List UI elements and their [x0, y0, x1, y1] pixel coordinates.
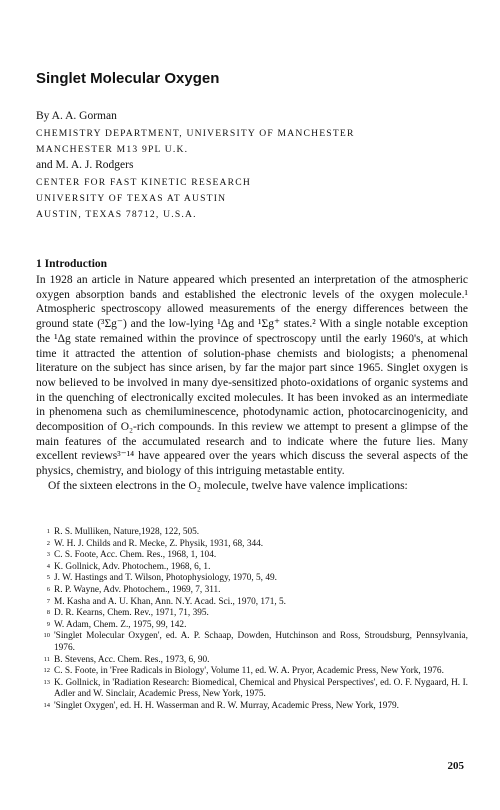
author-primary: By A. A. Gorman: [36, 110, 117, 122]
footnote-text: C. S. Foote, in 'Free Radicals in Biology', Volume 11, ed. W. A. Pryor, Academic Press, New York, 1976.: [54, 666, 444, 677]
affiliation-line: CHEMISTRY DEPARTMENT, UNIVERSITY OF MANCHESTER: [36, 128, 355, 139]
footnote-list: [36, 527, 468, 713]
footnote-item: [36, 631, 468, 654]
author-secondary: and M. A. J. Rodgers: [36, 159, 134, 171]
footnote-text: B. Stevens, Acc. Chem. Res., 1973, 6, 90.: [54, 654, 210, 665]
footnote-item: [36, 701, 468, 713]
footnote-item: [36, 597, 468, 609]
footnote-number: 9: [46, 620, 50, 628]
footnote-number: 4: [46, 562, 50, 570]
footnote-item: [36, 655, 468, 667]
affiliation-line: CENTER FOR FAST KINETIC RESEARCH: [36, 177, 252, 188]
footnote-text: D. R. Kearns, Chem. Rev., 1971, 71, 395.: [54, 608, 209, 619]
footnote-number: 2: [46, 539, 50, 547]
footnote-number: 5: [46, 574, 50, 582]
footnote-text: 'Singlet Oxygen', ed. H. H. Wasserman and R. W. Murray, Academic Press, New York, 1979.: [54, 700, 399, 711]
affiliation-line: UNIVERSITY OF TEXAS AT AUSTIN: [36, 193, 227, 204]
footnote-number: 12: [43, 667, 50, 675]
footnote-text: W. Adam, Chem. Z., 1975, 99, 142.: [54, 619, 187, 630]
footnote-item: [36, 562, 468, 574]
footnote-item: [36, 527, 468, 539]
footnote-item: [36, 608, 468, 620]
page-number: 205: [447, 760, 464, 772]
footnote-text: K. Gollnick, in 'Radiation Research: Biomedical, Chemical and Physical Perspectives', ed. O. F. Nygaard, H. I. Adler and W. Sinclair, Academic Press, New York, 1975.: [54, 677, 468, 700]
paragraph-valence: Of the sixteen electrons in the O₂ molecule, twelve have valence implications:: [48, 479, 408, 492]
article-title: Singlet Molecular Oxygen: [36, 70, 220, 87]
body-text: [36, 273, 468, 494]
footnote-text: M. Kasha and A. U. Khan, Ann. N.Y. Acad. Sci., 1970, 171, 5.: [54, 596, 286, 607]
footnote-item: [36, 539, 468, 551]
affiliation-line: AUSTIN, TEXAS 78712, U.S.A.: [36, 209, 197, 220]
footnote-number: 11: [43, 655, 50, 663]
affiliation-line: MANCHESTER M13 9PL U.K.: [36, 144, 189, 155]
footnote-text: J. W. Hastings and T. Wilson, Photophysiology, 1970, 5, 49.: [54, 573, 277, 584]
footnote-text: W. H. J. Childs and R. Mecke, Z. Physik, 1931, 68, 344.: [54, 538, 264, 549]
footnote-item: [36, 550, 468, 562]
footnote-number: 10: [43, 632, 50, 640]
footnote-number: 3: [46, 551, 50, 559]
footnote-number: 1: [46, 528, 50, 535]
footnote-number: 13: [43, 678, 50, 686]
footnote-text: R. P. Wayne, Adv. Photochem., 1969, 7, 311.: [54, 584, 221, 595]
footnote-text: K. Gollnick, Adv. Photochem., 1968, 6, 1.: [54, 561, 211, 572]
footnote-number: 8: [46, 609, 50, 617]
paragraph-intro: In 1928 an article in Nature appeared which presented an interpretation of the atmospheric oxygen absorption bands and established the electronic levels of the oxygen molecule.¹ Atmospheric spectroscopy allowed measurements of the energy differences between the ground state (³Σg⁻) and the low-lying ¹Δg and ¹Σg⁺ states.² With a single notable exception the ¹Δg state remained within the province of spectroscopy until the early 1960's, at which time it attracted the attention of solution-phase chemists and biologists; a phenomenal literature on the subject has since arisen, by far the major part since 1965. Singlet oxygen is now believed to be involved in many dye-sensitized photo-oxidations of organic systems and in the quenching of electronically excited molecules. It has been invoked as an intermediate in phenomena such as chemiluminescence, photodynamic action, photocarcinogenicity, and decomposition of O₂-rich compounds. In this review we attempt to present a glimpse of the main features of the accumulated research and to indicate where the future lies. Many excellent reviews³⁻¹⁴ have appeared over the years which discuss the several aspects of the physics, chemistry, and biology of this intriguing metastable entity.: [36, 274, 468, 478]
footnote-item: [36, 585, 468, 597]
footnote-item: [36, 678, 468, 701]
footnote-text: 'Singlet Molecular Oxygen', ed. A. P. Schaap, Dowden, Hutchinson and Ross, Stroudsburg, Pennsylvania, 1976.: [54, 631, 468, 653]
footnote-text: R. S. Mulliken, Nature,1928, 122, 505.: [54, 527, 200, 537]
footnote-item: [36, 573, 468, 585]
footnote-number: 7: [46, 597, 50, 605]
footnote-text: C. S. Foote, Acc. Chem. Res., 1968, 1, 104.: [54, 550, 217, 561]
footnote-number: 14: [43, 701, 50, 709]
footnote-item: [36, 666, 468, 678]
section-heading: 1 Introduction: [36, 258, 108, 270]
footnote-item: [36, 620, 468, 632]
footnote-number: 6: [46, 585, 50, 593]
